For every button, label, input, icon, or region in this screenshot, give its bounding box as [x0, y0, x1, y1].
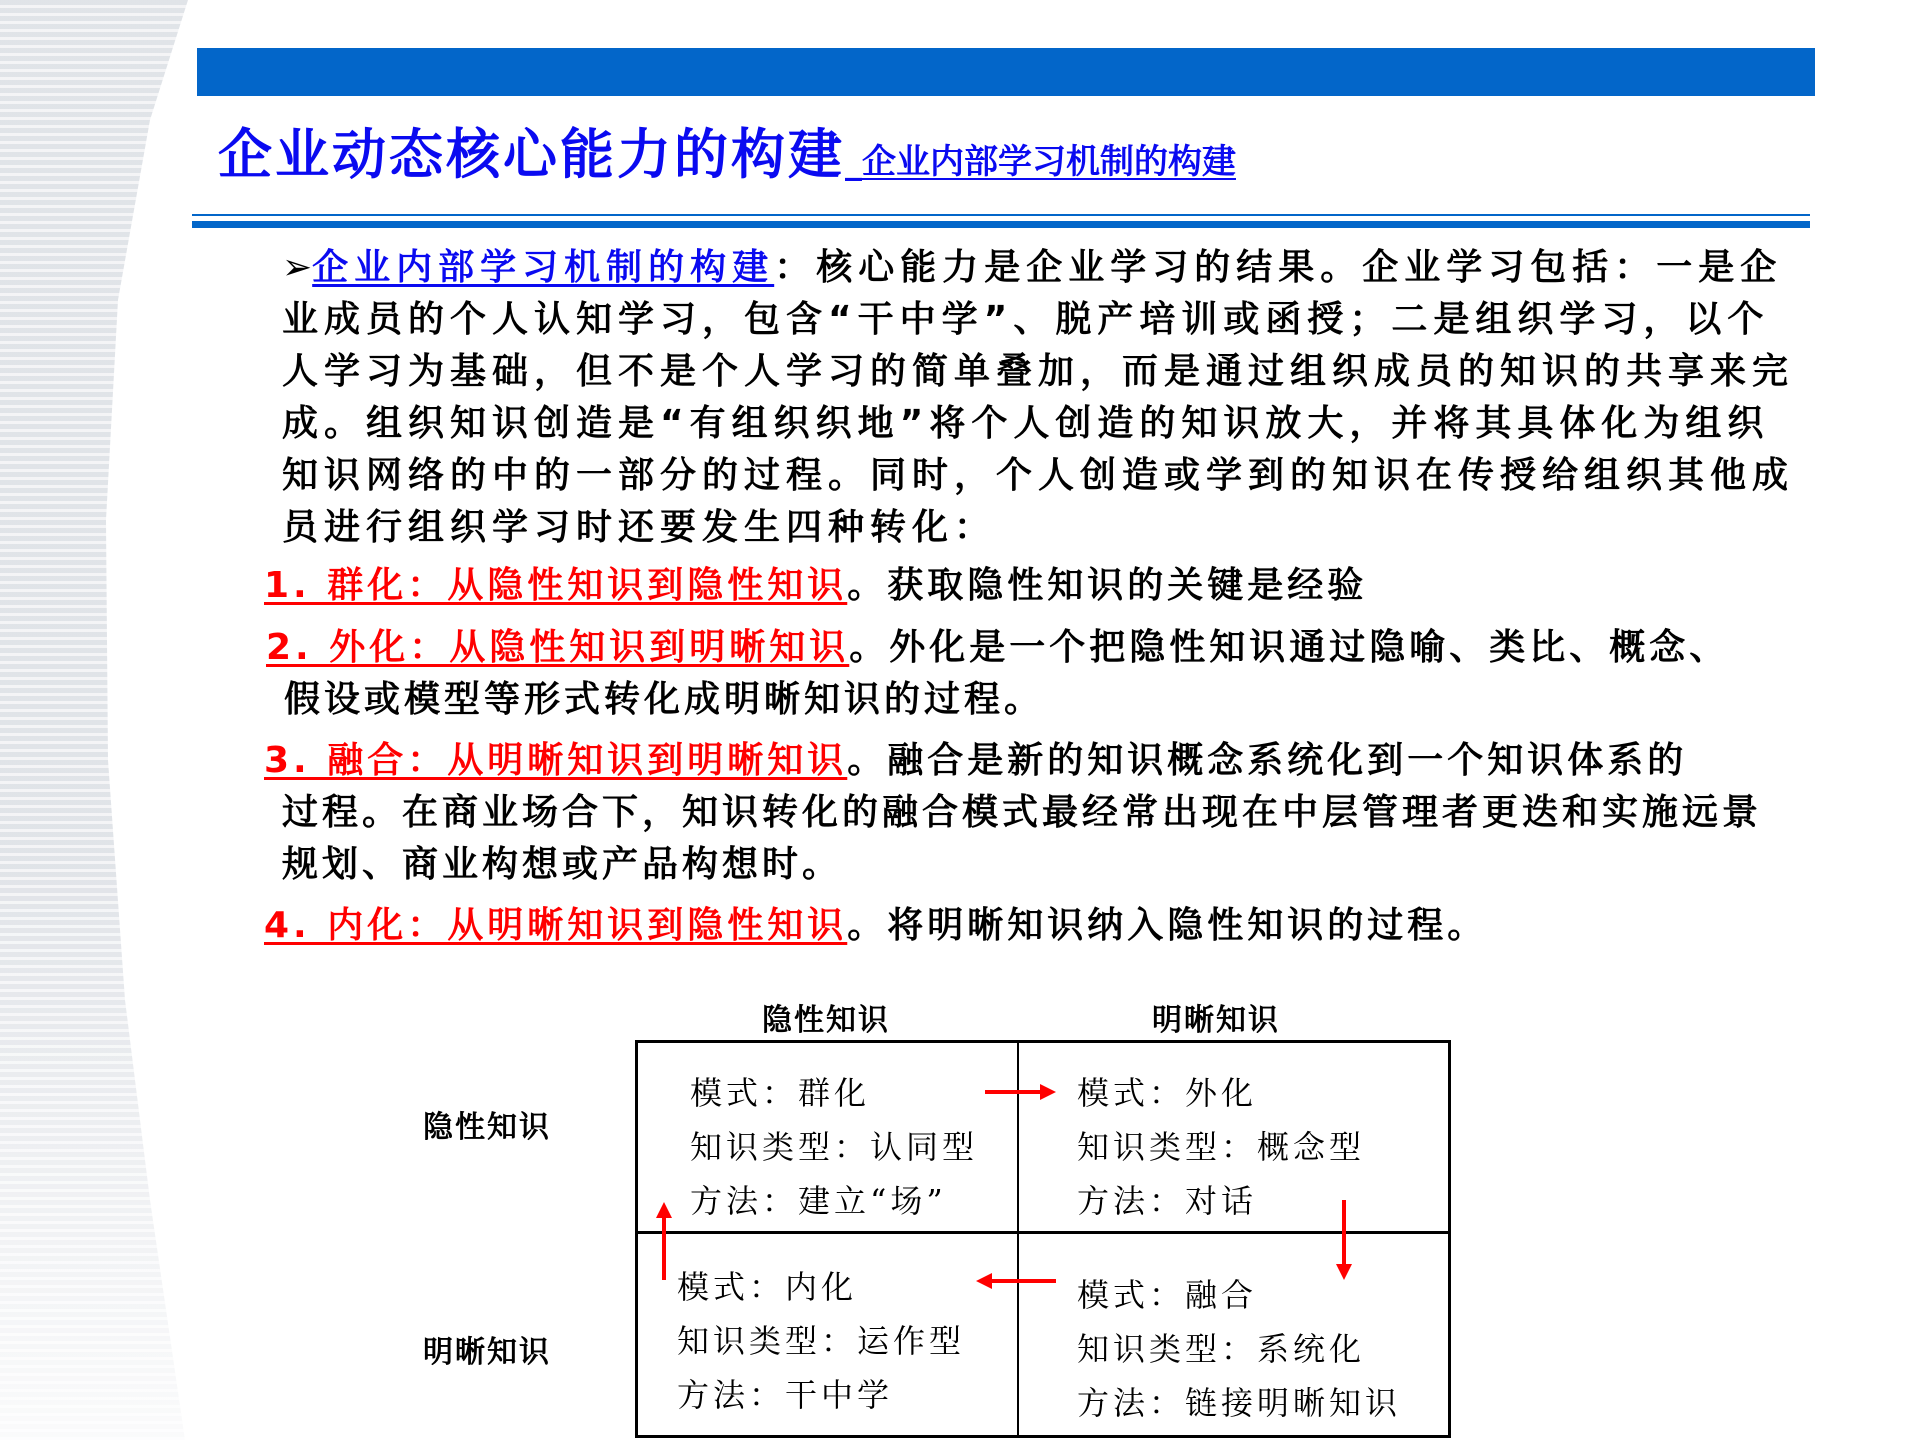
item-continuation: 过程。在商业场合下，知识转化的融合模式最经常出现在中层管理者更迭和实施远景规划、商业构想或产品构想时。 — [282, 792, 1763, 885]
item-label: 3. 融合：从明晰知识到明晰知识 — [264, 740, 848, 781]
row-header-explicit: 明晰知识 — [423, 1335, 551, 1370]
title-main: 企业动态核心能力的构建 — [218, 123, 845, 186]
item-text: 。将明晰知识纳入隐性知识的过程。 — [847, 905, 1488, 946]
title-subtitle-link[interactable]: 企业内部学习机制的构建 — [862, 142, 1236, 182]
arrow-up-icon — [656, 1202, 672, 1280]
col-header-tacit: 隐性知识 — [762, 1003, 890, 1038]
cell-mode: 模式：内化 — [677, 1268, 858, 1306]
item-text: 。融合是新的知识概念系统化到一个知识体系的 — [847, 740, 1688, 781]
arrow-down-icon — [1336, 1200, 1352, 1280]
cell-method: 方法：链接明晰知识 — [1077, 1384, 1402, 1422]
cell-method: 方法：建立“场” — [690, 1182, 947, 1220]
title-separator: _ — [845, 142, 862, 182]
intro-text: ：核心能力是企业学习的结果。企业学习包括：一是企业成员的个人认知学习，包含“干中学”、脱产培训或函授；二是组织学习，以个人学习为基础，但不是个人学习的简单叠加，而是通过组织成员的知识的共享来完成。组织知识创造是“有组织织地”将个人创造的知识放大，并将其具体化为组织知识网络的中的一部分的过程。同时，个人创造或学到的知识在传授给组织其他成员进行组织学习时还要发生四种转化： — [282, 247, 1795, 548]
cell-mode: 模式：融合 — [1077, 1276, 1258, 1314]
arrow-right-icon — [985, 1084, 1056, 1100]
cell-type: 知识类型：系统化 — [1077, 1330, 1366, 1368]
cell-mode: 模式：群化 — [690, 1074, 871, 1112]
cell-type: 知识类型：概念型 — [1077, 1128, 1366, 1166]
cell-method: 方法：对话 — [1077, 1182, 1258, 1220]
cell-type: 知识类型：认同型 — [690, 1128, 979, 1166]
arrow-left-icon — [976, 1273, 1056, 1289]
item-text: 。获取隐性知识的关键是经验 — [847, 565, 1368, 606]
item-label: 1. 群化：从隐性知识到隐性知识 — [264, 565, 848, 606]
cell-type: 知识类型：运作型 — [677, 1322, 966, 1360]
intro-lead-link[interactable]: 企业内部学习机制的构建 — [312, 247, 775, 288]
col-header-explicit: 明晰知识 — [1152, 1003, 1280, 1038]
cell-method: 方法：干中学 — [677, 1376, 894, 1414]
row-header-tacit: 隐性知识 — [423, 1110, 551, 1145]
arrow-bullet-icon: ➢ — [282, 247, 313, 288]
item-text: 。外化是一个把隐性知识通过隐喻、类比、概念、 — [849, 627, 1730, 668]
item-label: 2. 外化：从隐性知识到明晰知识 — [266, 627, 850, 668]
item-label: 4. 内化：从明晰知识到隐性知识 — [264, 905, 848, 946]
cell-mode: 模式：外化 — [1077, 1074, 1258, 1112]
item-continuation: 假设或模型等形式转化成明晰知识的过程。 — [284, 679, 1045, 720]
